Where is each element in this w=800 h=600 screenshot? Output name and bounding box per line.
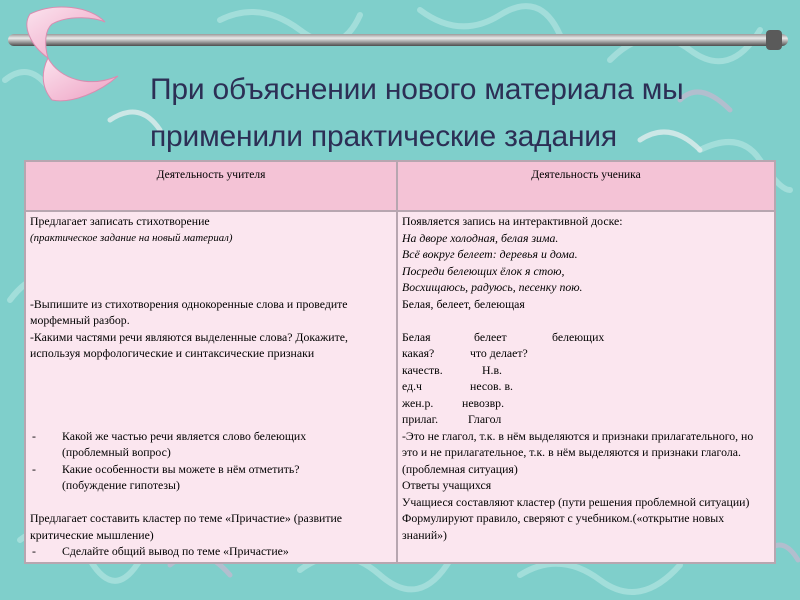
list-item: - Сделайте общий вывод по теме «Причастие» [30, 543, 392, 560]
teacher-header-cell [25, 161, 397, 211]
student-board-intro: Появляется запись на интерактивной доске: [402, 214, 623, 228]
teacher-parts-of-speech-question: -Какими частями речи являются выделенные слова? Докажите, используя морфологические и синтаксические признаки [30, 329, 348, 360]
student-cluster: Учащиеся составляют кластер (пути решения проблемной ситуации) [402, 494, 750, 509]
background-squiggle [520, 564, 680, 592]
slide-title [150, 66, 790, 160]
cognate-words: Белая, белеет, белеющая [402, 296, 525, 311]
morphology-row: какая? что делает? [402, 346, 528, 360]
metal-rod [8, 34, 788, 46]
morphology-row: жен.р. невозвр. [402, 395, 505, 410]
header-student-activity: Деятельность ученика [531, 169, 641, 181]
morphology-row: качеств. Н.в. [402, 362, 502, 377]
pink-swirl-tail [43, 58, 118, 101]
teacher-activity-cell [25, 211, 397, 563]
student-rule: Формулируют правило, сверяют с учебником.(«открытие новых знаний») [402, 511, 725, 542]
poem-line: Восхищаюсь, радуюсь, песенку пою. [402, 280, 583, 294]
slide-title-line-2: применили практические задания [150, 120, 617, 153]
poem-line: Посреди белеющих ёлок я стою, [402, 263, 565, 278]
slide-title-line-1: При объяснении нового материала мы [150, 73, 684, 106]
poem-line: Всё вокруг белеет: деревья и дома. [402, 247, 578, 261]
header-teacher-activity: Деятельность учителя [156, 169, 266, 181]
student-answers: Ответы учащихся [402, 478, 492, 492]
morphology-row: прилаг. Глагол [402, 412, 502, 426]
teacher-cognates-task: -Выпишите из стихотворения однокоренные слова и проведите морфемный разбор. [30, 296, 348, 327]
rod-end-cap [766, 30, 782, 50]
morphology-row: Белая белеет белеющих [402, 329, 605, 344]
activities-table [24, 160, 776, 564]
table-row [25, 211, 775, 563]
morphology-row: ед.ч несов. в. [402, 379, 513, 393]
problem-question-note: (проблемный вопрос) [62, 445, 171, 459]
problem-situation-explanation: -Это не глагол, т.к. в нём выделяются и признаки прилагательного, но это и не прилагательное, т.к. в нём выделяются и признаки глагола. (проблемная ситуация) [402, 428, 754, 476]
list-item: - Какие особенности вы можете в нём отметить? (побуждение гипотезы) [30, 461, 392, 494]
student-activity-cell [397, 211, 775, 563]
problem-question: Какой же частью речи является слово белеющих [62, 428, 307, 443]
teacher-offer-poem: Предлагает записать стихотворение [30, 214, 210, 228]
general-conclusion-task: Сделайте общий вывод по теме «Причастие» [62, 544, 289, 558]
poem-line: На дворе холодная, белая зима. [402, 230, 559, 245]
hypothesis-question-note: (побуждение гипотезы) [62, 478, 180, 492]
list-item: - Какой же частью речи является слово белеющих (проблемный вопрос) [30, 428, 392, 461]
table-header-row [25, 161, 775, 211]
pink-swirl [27, 7, 105, 58]
hypothesis-question: Какие особенности вы можете в нём отметить? [62, 461, 300, 476]
teacher-practical-task-note: (практическое задание на новый материал) [30, 231, 233, 244]
student-header-cell [397, 161, 775, 211]
teacher-cluster-task: Предлагает составить кластер по теме «Причастие» (развитие критические мышление) [30, 511, 343, 542]
